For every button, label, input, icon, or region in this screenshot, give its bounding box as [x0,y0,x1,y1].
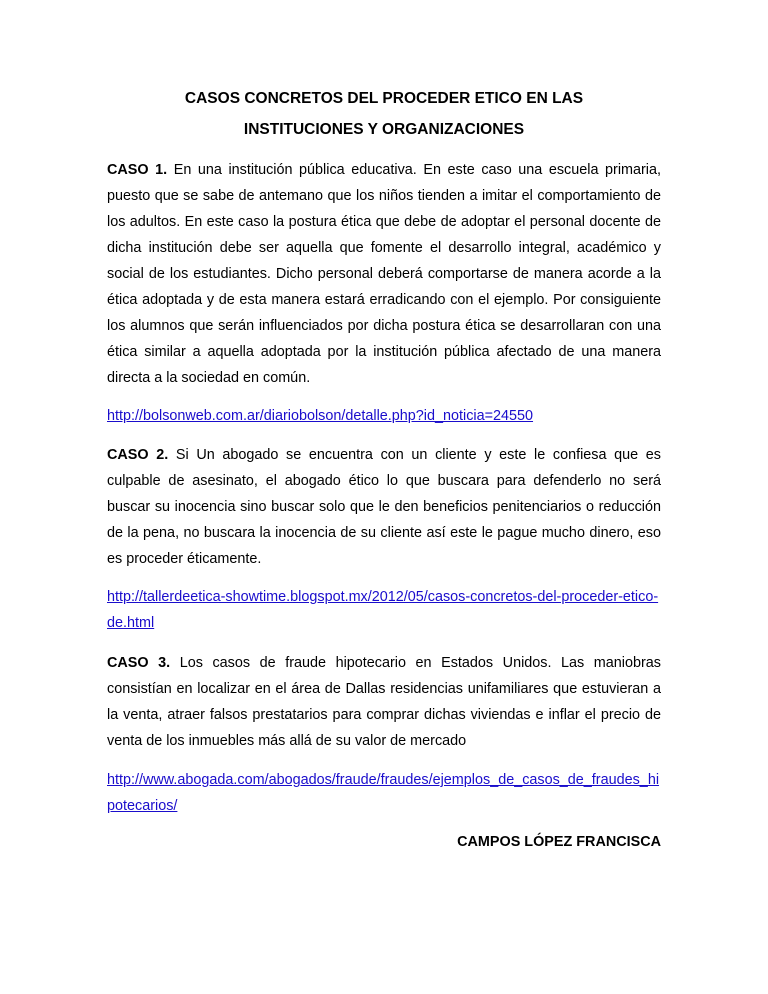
author-name: CAMPOS LÓPEZ FRANCISCA [457,834,661,850]
case-2-paragraph [107,442,661,572]
case-2-text: Si Un abogado se encuentra con un cliente y este le confiesa que es culpable de asesinato, el abogado ético lo que buscara para defenderlo no será buscar su inocencia sino buscar solo que le den beneficios penitenciarios o reducción de la pena, no buscara la inocencia de su cliente así este le pague mucho dinero, eso es proceder éticamente. [107,447,661,567]
page-title-line-1: CASOS CONCRETOS DEL PROCEDER ETICO EN LAS [184,90,584,107]
case-1-paragraph [107,157,661,391]
case-2-link[interactable]: http://tallerdeetica-showtime.blogspot.mx/2012/05/casos-concretos-del-proceder-etico-de.html [107,589,659,631]
case-3-paragraph [107,650,661,754]
case-3-text: Los casos de fraude hipotecario en Estados Unidos. Las maniobras consistían en localizar en el área de Dallas residencias unifamiliares que estuvieran a la venta, atraer falsos prestatarios para comprar dichas viviendas e inflar el precio de venta de los inmuebles más allá de su valor de mercado [107,655,662,749]
case-1-label: CASO 1. [107,162,168,178]
case-3-link[interactable]: http://www.abogada.com/abogados/fraude/fraudes/ejemplos_de_casos_de_fraudes_hipotecarios/ [107,772,660,814]
case-3-label: CASO 3. [107,655,171,671]
case-1-text: En una institución pública educativa. En este caso una escuela primaria, puesto que se sabe de antemano que los niños tienden a imitar el comportamiento de los adultos. En este caso la postura ética que debe de adoptar el personal docente de dicha institución debe ser aquella que fomente el desarrollo integral, académico y social de los estudiantes. Dicho personal deberá comportarse de manera acorde a la ética adoptada y de esta manera estará erradicando con el ejemplo. Por consiguiente los alumnos que serán influenciados por dicha postura ética se desarrollaran con una ética similar a aquella adoptada por la institución pública afectado de una manera directa a la sociedad en común. [107,162,662,386]
page-title-line-2: INSTITUCIONES Y ORGANIZACIONES [243,121,525,138]
case-2-label: CASO 2. [107,447,169,463]
case-1-link[interactable]: http://bolsonweb.com.ar/diariobolson/detalle.php?id_noticia=24550 [107,408,534,424]
